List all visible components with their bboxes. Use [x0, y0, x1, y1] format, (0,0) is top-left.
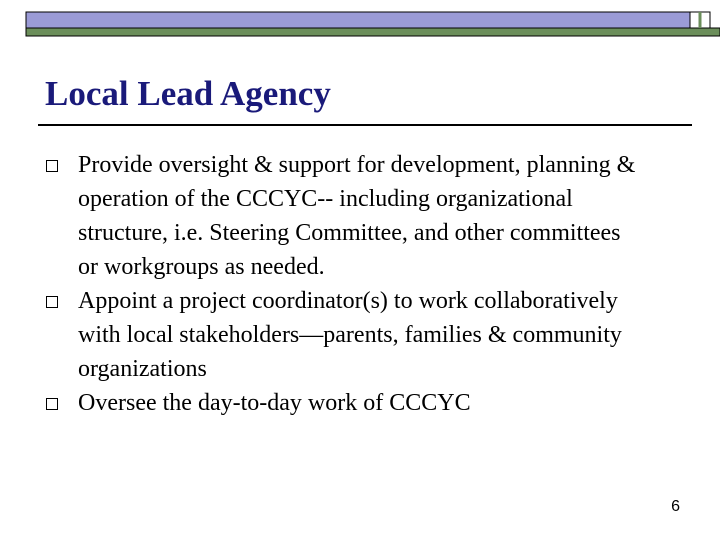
bullet-list	[46, 148, 686, 420]
square-bullet-icon	[46, 296, 58, 308]
top-band	[26, 12, 690, 28]
square-bullet-icon	[46, 160, 58, 172]
square-bullet-icon	[46, 398, 58, 410]
bullet-text: Appoint a project coordinator(s) to work collaboratively with local stakeholders—parents, families & community organizations	[78, 288, 622, 382]
bullet-text: Provide oversight & support for development, planning & operation of the CCCYC-- including organizational structure, i.e. Steering Committee, and other committees or workgroups as needed.	[78, 152, 636, 280]
bullet-item	[46, 386, 686, 420]
page-number: 6	[671, 498, 680, 515]
bottom-bar	[26, 28, 720, 36]
bullet-item	[46, 148, 686, 284]
title-underline	[38, 124, 692, 126]
top-decoration	[0, 0, 720, 40]
bullet-text: Oversee the day-to-day work of CCCYC	[78, 390, 471, 416]
slide-title: Local Lead Agency	[45, 74, 331, 113]
bullet-item	[46, 284, 686, 386]
